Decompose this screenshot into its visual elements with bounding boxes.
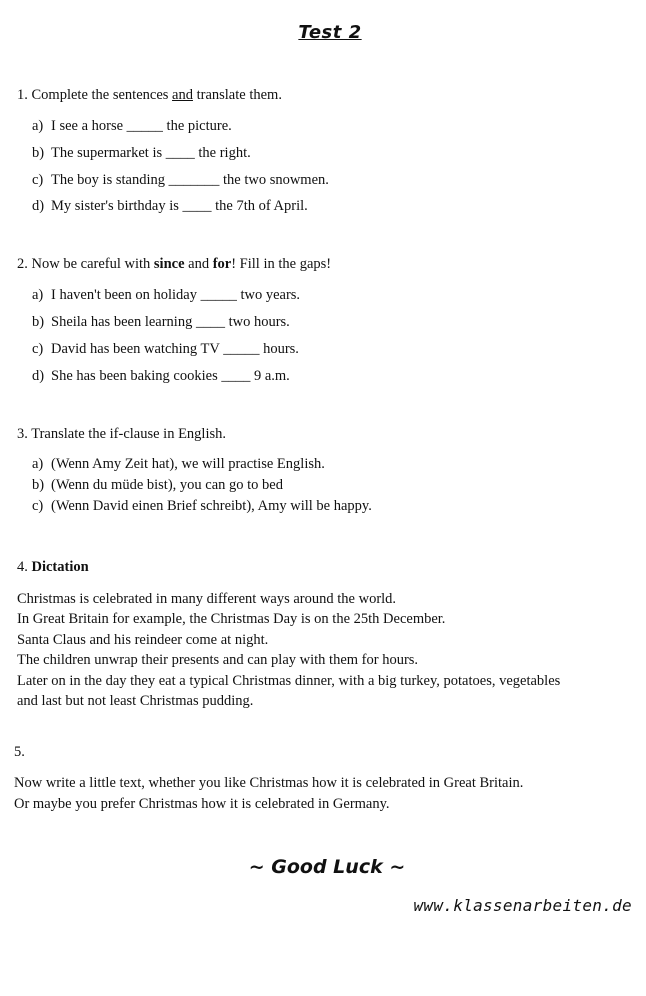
item-text: The boy is standing _______ the two snowmen. [51, 172, 329, 188]
dictation-line: In Great Britain for example, the Christmas Day is on the 25th December. [17, 611, 446, 627]
item-text: (Wenn David einen Brief schreibt), Amy will be happy. [51, 498, 372, 514]
keyword-since: since [153, 256, 185, 272]
item-label: b) [32, 314, 45, 330]
question-2-item-b [32, 314, 290, 331]
item-text: Sheila has been learning ____ two hours. [51, 314, 290, 330]
item-label: c) [32, 341, 44, 357]
question-3-heading: 3. Translate the if-clause in English. [17, 426, 227, 442]
dictation-line: and last but not least Christmas pudding. [17, 693, 254, 709]
question-1-item-a [32, 118, 232, 135]
item-label: b) [32, 145, 45, 161]
dictation-line: Christmas is celebrated in many different ways around the world. [17, 591, 397, 607]
question-1-item-c [32, 172, 329, 189]
question-5-number: 5. [14, 744, 25, 760]
item-label: a) [32, 456, 44, 472]
question-2-heading [17, 256, 331, 273]
dictation-line: The children unwrap their presents and can play with them for hours. [17, 652, 419, 668]
question-5-line: Or maybe you prefer Christmas how it is celebrated in Germany. [14, 796, 390, 812]
item-label: c) [32, 498, 44, 514]
dictation-heading: Dictation [31, 559, 89, 575]
item-text: David has been watching TV _____ hours. [51, 341, 299, 357]
question-1-item-b [32, 145, 251, 162]
item-label: a) [32, 118, 44, 134]
item-label: b) [32, 477, 45, 493]
question-1-item-d [32, 198, 308, 215]
question-3-item-a [32, 456, 325, 473]
item-label: a) [32, 287, 44, 303]
item-text: I see a horse _____ the picture. [51, 118, 232, 134]
question-3-item-c [32, 498, 372, 515]
item-label: d) [32, 198, 45, 214]
underlined-and: and [172, 87, 193, 103]
good-luck-text: ~ Good Luck ~ [248, 856, 406, 878]
question-text: Now be careful with [27, 256, 154, 272]
question-1-heading [17, 87, 282, 104]
keyword-for: for [212, 256, 232, 272]
item-text: (Wenn du müde bist), you can go to bed [51, 477, 283, 493]
question-text-end: ! Fill in the gaps! [231, 256, 332, 272]
item-text: My sister's birthday is ____ the 7th of April. [51, 198, 308, 214]
question-number: 2. [17, 256, 28, 272]
question-number: 4. [17, 559, 32, 575]
dictation-line: Santa Claus and his reindeer come at night. [17, 632, 269, 648]
page-title: Test 2 [298, 22, 362, 43]
item-text: She has been baking cookies ____ 9 a.m. [51, 368, 290, 384]
question-number: 1. [17, 87, 28, 103]
question-text-and: and [184, 256, 213, 272]
question-text-end: translate them. [192, 87, 282, 103]
item-text: I haven't been on holiday _____ two years. [51, 287, 301, 303]
question-3-item-b [32, 477, 283, 494]
question-2-item-a [32, 287, 300, 304]
question-4-heading [17, 559, 89, 576]
question-text: Complete the sentences [31, 87, 173, 103]
dictation-line: Later on in the day they eat a typical Christmas dinner, with a big turkey, potatoes, vegetables [17, 673, 561, 689]
item-label: c) [32, 172, 44, 188]
question-5-line: Now write a little text, whether you like Christmas how it is celebrated in Great Britain. [14, 775, 524, 791]
website-watermark: www.klassenarbeiten.de [413, 896, 632, 915]
item-text: (Wenn Amy Zeit hat), we will practise English. [51, 456, 325, 472]
item-label: d) [32, 368, 45, 384]
question-2-item-c [32, 341, 299, 358]
question-2-item-d [32, 368, 290, 385]
item-text: The supermarket is ____ the right. [51, 145, 251, 161]
